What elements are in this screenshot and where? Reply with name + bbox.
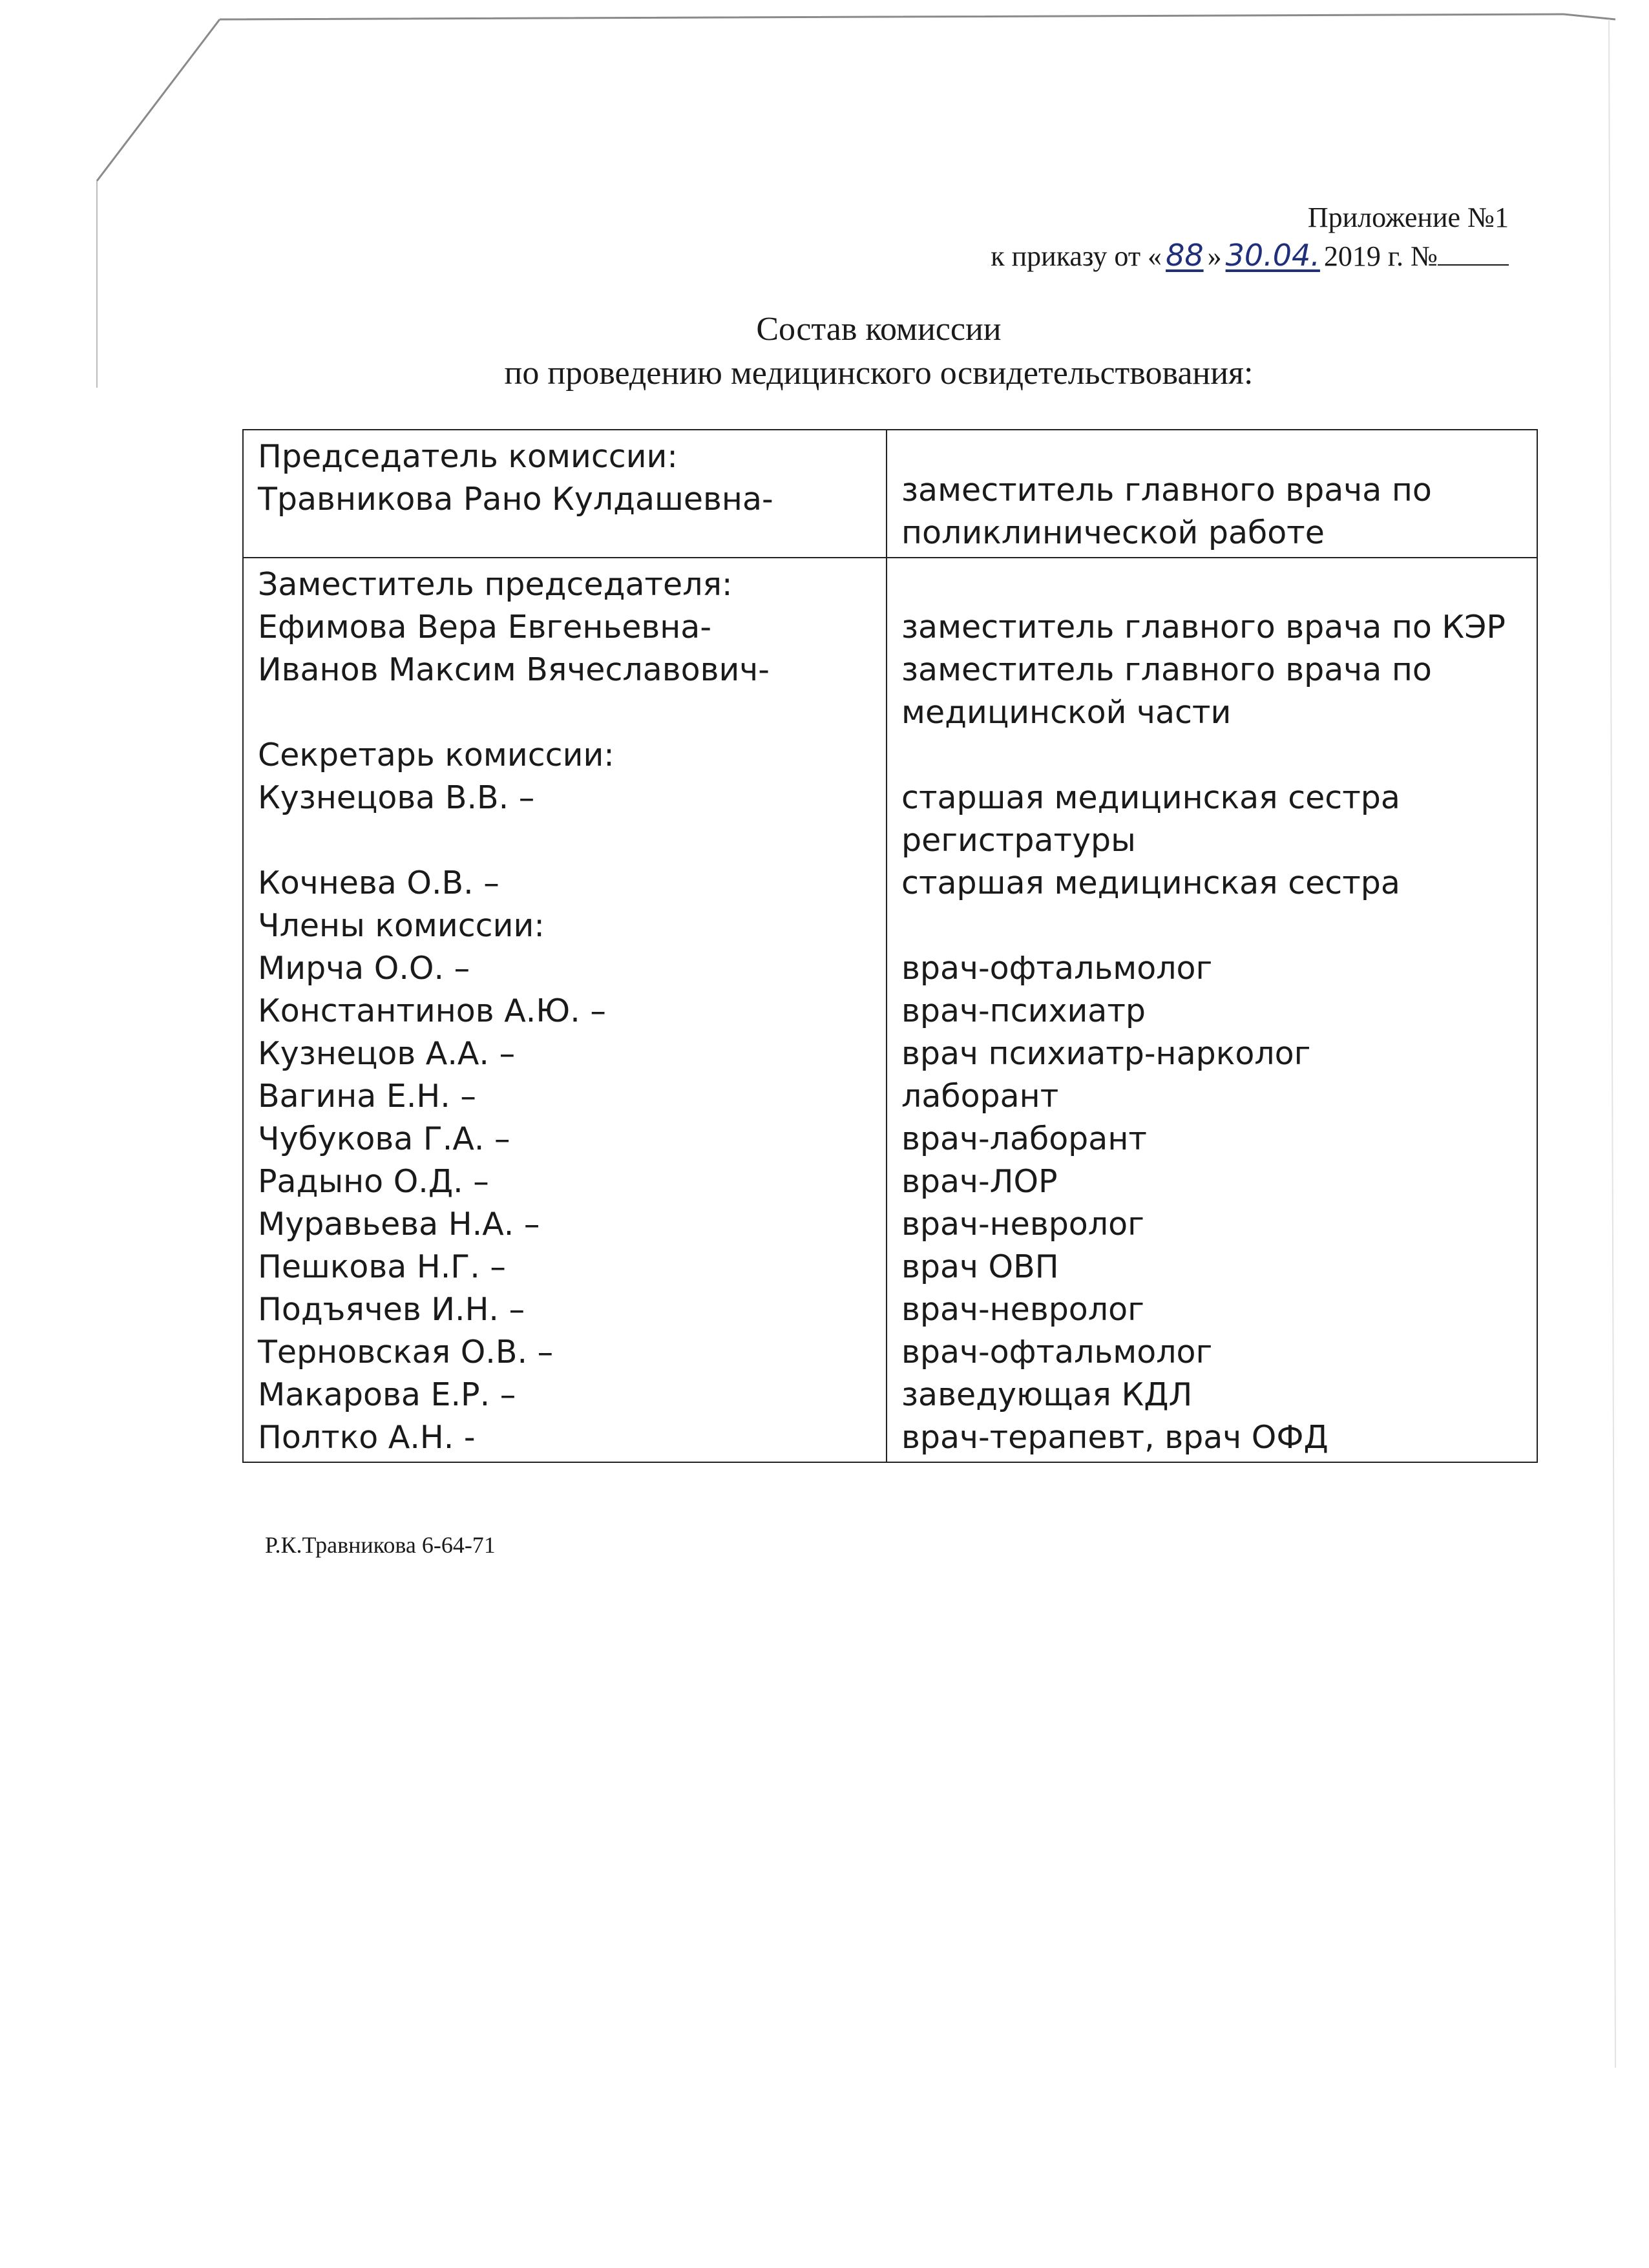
member-name-line: Кочнева О.В. – (258, 865, 499, 901)
member-name-line: Иванов Максим Вячеславович- (258, 651, 770, 688)
appendix-reference (991, 199, 1509, 275)
member-name-line: Полтко А.Н. - (258, 1419, 476, 1456)
member-name-line: Ефимова Вера Евгеньевна- (258, 609, 712, 646)
chairman-cell (243, 430, 887, 558)
member-position-line: врач-невролог (901, 1291, 1144, 1328)
member-position-line: врач-офтальмолог (901, 950, 1213, 987)
member-position-line: заведующая КДЛ (901, 1376, 1193, 1413)
member-position-line (901, 905, 1522, 947)
handwritten-order-number: 88 (1166, 238, 1204, 273)
chairman-label: Председатель комиссии: (258, 438, 678, 475)
member-name-line: Заместитель председателя: (258, 566, 733, 603)
member-position-line: лаборант (901, 1078, 1059, 1115)
member-name-line: Кузнецова В.В. – (258, 779, 535, 816)
document-heading (362, 308, 1396, 395)
member-position-line: регистратуры (901, 822, 1136, 859)
chairman-row (243, 430, 1537, 558)
member-position-line: врач-психиатр (901, 992, 1146, 1029)
member-positions-cell (887, 558, 1537, 1462)
members-row (243, 558, 1537, 1462)
member-name-line: Подъячев И.Н. – (258, 1291, 525, 1328)
member-position-line: заместитель главного врача по (901, 651, 1432, 688)
member-position-line: заместитель главного врача по КЭР (901, 609, 1506, 646)
member-name-line: Вагина Е.Н. – (258, 1078, 476, 1115)
member-position-line: старшая медицинская сестра (901, 779, 1400, 816)
heading-line-1: Состав комиссии (756, 311, 1002, 348)
member-position-line: врач-невролог (901, 1206, 1144, 1243)
member-name-line: Секретарь комиссии: (258, 737, 614, 773)
member-position-line (901, 563, 1522, 606)
member-position-line: врач ОВП (901, 1248, 1059, 1285)
order-year: 2019 г. № (1323, 240, 1438, 272)
member-names-cell (243, 558, 887, 1462)
order-separator: » (1207, 240, 1222, 272)
member-name-line: Макарова Е.Р. – (258, 1376, 516, 1413)
commission-table (242, 429, 1538, 1463)
member-name-line: Кузнецов А.А. – (258, 1035, 516, 1072)
member-name-line: Мирча О.О. – (258, 950, 470, 987)
member-position-line: медицинской части (901, 694, 1232, 731)
chairman-name: Травникова Рано Кулдашевна- (258, 481, 773, 518)
member-name-line: Константинов А.Ю. – (258, 992, 606, 1029)
appendix-title: Приложение №1 (1307, 202, 1509, 233)
member-name-line: Муравьева Н.А. – (258, 1206, 540, 1243)
member-name-line: Радыно О.Д. – (258, 1163, 489, 1200)
order-reference-line (991, 236, 1509, 275)
member-position-line: врач психиатр-нарколог (901, 1035, 1311, 1072)
member-position-line: врач-терапевт, врач ОФД (901, 1419, 1329, 1456)
blank-number-line (1438, 238, 1509, 266)
member-position-line (901, 734, 1522, 777)
order-prefix: к приказу от « (991, 240, 1162, 272)
member-position-line: врач-ЛОР (901, 1163, 1058, 1200)
chairman-position-line-2: поликлинической работе (901, 514, 1325, 551)
member-name-line: Терновская О.В. – (258, 1334, 554, 1370)
chairman-position-line-1: заместитель главного врача по (901, 472, 1432, 509)
member-name-line: Пешкова Н.Г. – (258, 1248, 506, 1285)
member-position-line: врач-лаборант (901, 1120, 1147, 1157)
member-position-line: старшая медицинская сестра (901, 865, 1400, 901)
member-name-line (258, 819, 872, 862)
contact-note: Р.К.Травникова 6-64-71 (265, 1532, 496, 1558)
heading-line-2: по проведению медицинского освидетельствования: (504, 355, 1254, 392)
member-name-line (258, 691, 872, 734)
member-name-line: Чубукова Г.А. – (258, 1120, 510, 1157)
handwritten-order-date: 30.04. (1225, 238, 1320, 273)
member-position-line: врач-офтальмолог (901, 1334, 1213, 1370)
chairman-position-cell (887, 430, 1537, 558)
member-name-line: Члены комиссии: (258, 907, 545, 944)
